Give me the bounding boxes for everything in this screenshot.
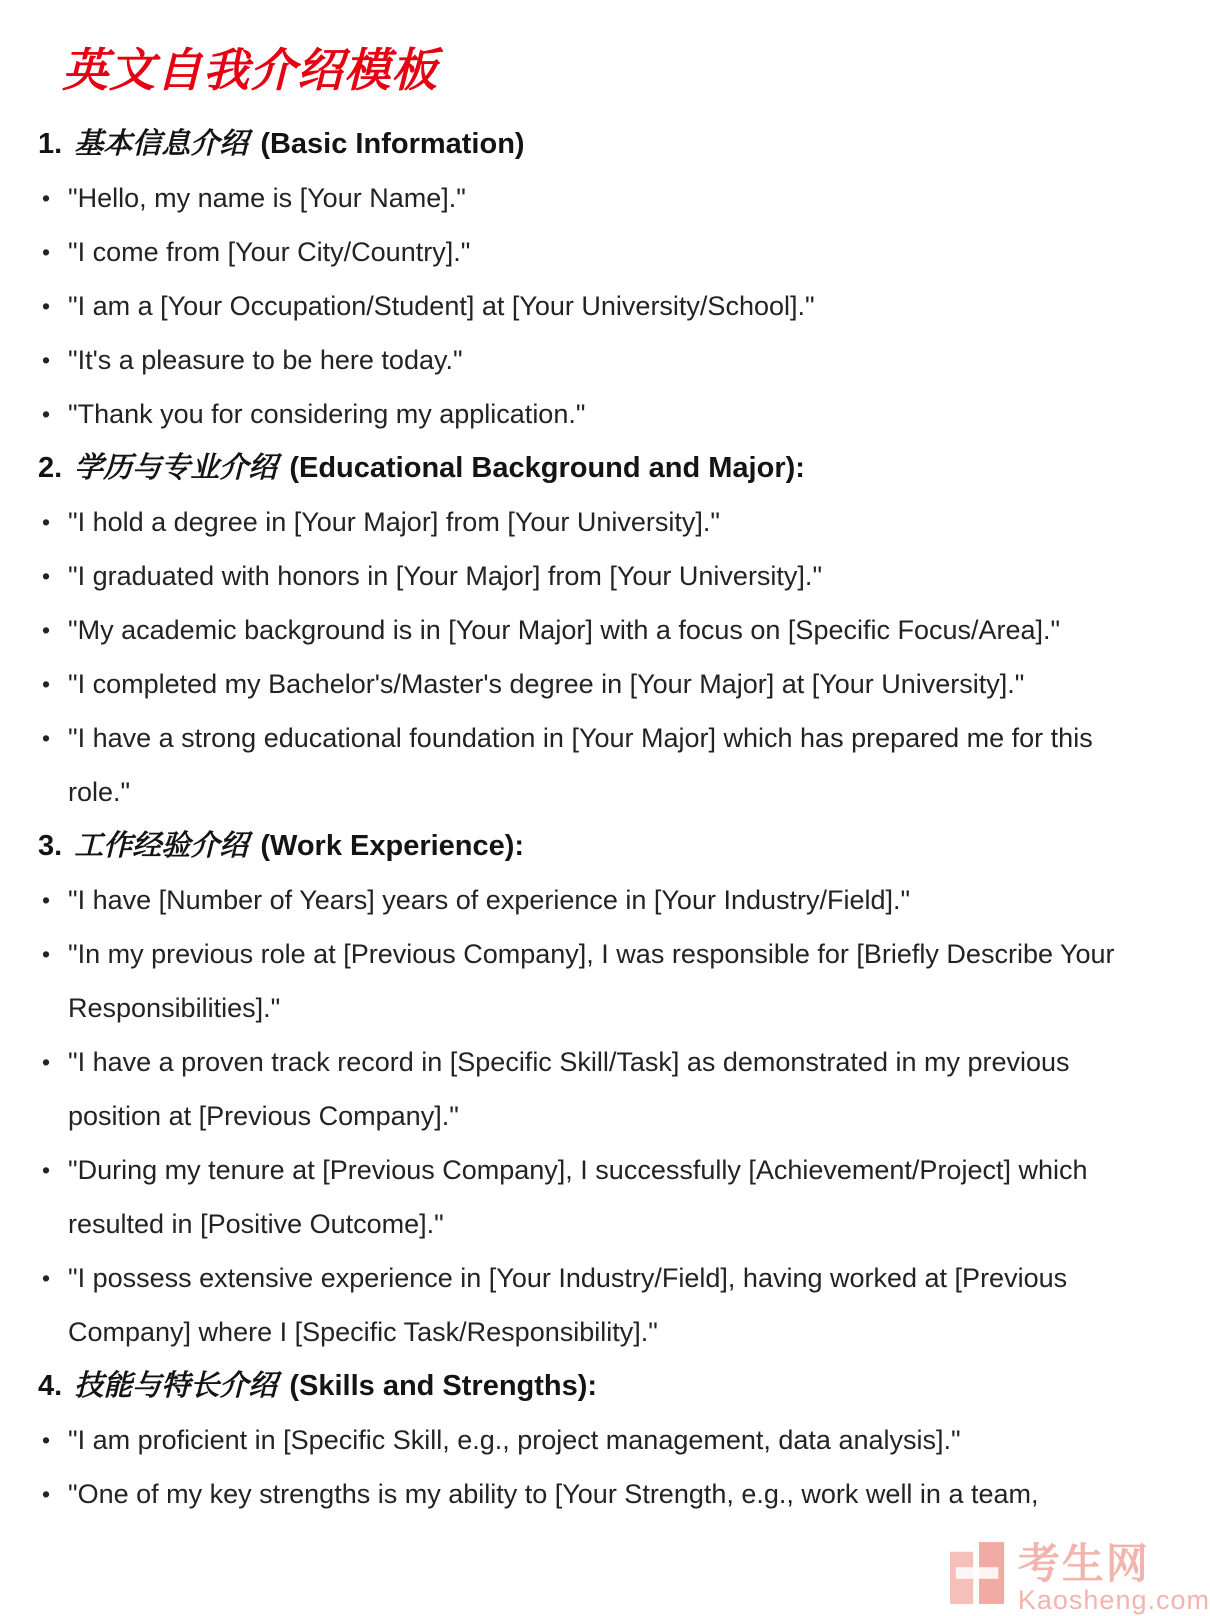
watermark-domain: Kaosheng.com: [1017, 1585, 1210, 1616]
template-sentence: "I am a [Your Occupation/Student] at [Your University/School].": [68, 290, 815, 321]
template-sentence: "I completed my Bachelor's/Master's degree in [Your Major] at [Your University].": [68, 668, 1025, 699]
section-number: 4.: [38, 1369, 63, 1402]
bullet-marker: •: [42, 562, 51, 589]
list-item: [38, 387, 1120, 441]
section-title-english: (Skills and Strengths):: [289, 1369, 598, 1402]
section-title-chinese: 学历与专业介绍: [74, 451, 278, 484]
bullet-list: [38, 171, 1120, 441]
list-item: [38, 1035, 1120, 1143]
section-title-english: (Work Experience):: [260, 829, 525, 862]
section-title-chinese: 工作经验介绍: [74, 829, 249, 862]
list-item: [38, 873, 1120, 927]
list-item: [38, 549, 1120, 603]
section-basic-information: [38, 117, 1120, 441]
template-sentence: "One of my key strengths is my ability to [Your Strength, e.g., work well in a team,: [68, 1478, 1039, 1509]
list-item: [38, 1143, 1120, 1251]
bullet-marker: •: [42, 616, 51, 643]
bullet-marker: •: [42, 292, 51, 319]
template-sentence: "I graduated with honors in [Your Major] from [Your University].": [68, 560, 823, 591]
bullet-marker: •: [42, 184, 51, 211]
bullet-marker: •: [42, 1048, 51, 1075]
template-sentence: "I have a strong educational foundation in [Your Major] which has prepared me for this role.": [68, 722, 1093, 807]
page-title: 英文自我介绍模板: [62, 44, 438, 96]
section-heading: [38, 117, 1120, 171]
bullet-marker: •: [42, 724, 51, 751]
bullet-list: [38, 1413, 1120, 1521]
bullet-marker: •: [42, 346, 51, 373]
template-sentence: "Hello, my name is [Your Name].": [68, 182, 466, 213]
template-sentence: "In my previous role at [Previous Company], I was responsible for [Briefly Describe Your Responsibilities].": [68, 938, 1115, 1023]
list-item: [38, 603, 1120, 657]
template-sentence: "My academic background is in [Your Major] with a focus on [Specific Focus/Area].": [68, 614, 1061, 645]
watermark-text: [1018, 1542, 1210, 1616]
section-title-english: (Basic Information): [260, 127, 525, 160]
section-title-english: (Educational Background and Major):: [289, 451, 805, 484]
list-item: [38, 171, 1120, 225]
list-item: [38, 927, 1120, 1035]
bullet-list: [38, 873, 1120, 1359]
section-title-chinese: 技能与特长介绍: [74, 1369, 278, 1402]
section-work-experience: [38, 819, 1120, 1359]
template-sentence: "Thank you for considering my application.": [68, 398, 586, 429]
list-item: [38, 1467, 1120, 1521]
bullet-marker: •: [42, 508, 51, 535]
template-sentence: "I come from [Your City/Country].": [68, 236, 471, 267]
bullet-marker: •: [42, 886, 51, 913]
template-sentence: "I hold a degree in [Your Major] from [Your University].": [68, 506, 720, 537]
bullet-marker: •: [42, 238, 51, 265]
bullet-marker: •: [42, 670, 51, 697]
section-number: 3.: [38, 829, 63, 862]
list-item: [38, 1251, 1120, 1359]
bullet-marker: •: [42, 400, 51, 427]
list-item: [38, 333, 1120, 387]
template-sentence: "I possess extensive experience in [Your Industry/Field], having worked at [Previous Company] where I [Specific Task/Responsibility].": [68, 1262, 1068, 1347]
list-item: [38, 495, 1120, 549]
bullet-list: [38, 495, 1120, 819]
bullet-marker: •: [42, 1156, 51, 1183]
bullet-marker: •: [42, 1426, 51, 1453]
bullet-marker: •: [42, 1264, 51, 1291]
section-heading: [38, 819, 1120, 873]
section-heading: [38, 441, 1120, 495]
section-number: 1.: [38, 127, 63, 160]
template-sentence: "It's a pleasure to be here today.": [68, 344, 463, 375]
list-item: [38, 225, 1120, 279]
bullet-marker: •: [42, 1480, 51, 1507]
section-skills-strengths: [38, 1359, 1120, 1521]
section-title-chinese: 基本信息介绍: [74, 127, 249, 160]
section-heading: [38, 1359, 1120, 1413]
template-sentence: "I have [Number of Years] years of experience in [Your Industry/Field].": [68, 884, 911, 915]
list-item: [38, 711, 1120, 819]
template-sentence: "I am proficient in [Specific Skill, e.g., project management, data analysis].": [68, 1424, 961, 1455]
list-item: [38, 1413, 1120, 1467]
kaosheng-logo-icon: [950, 1542, 1008, 1604]
watermark-site-name: 考生网: [1017, 1540, 1150, 1588]
list-item: [38, 657, 1120, 711]
section-number: 2.: [38, 451, 63, 484]
template-sentence: "During my tenure at [Previous Company], I successfully [Achievement/Project] which resulted in [Positive Outcome].": [68, 1154, 1088, 1239]
template-sentence: "I have a proven track record in [Specific Skill/Task] as demonstrated in my previous position at [Previous Company].": [68, 1046, 1070, 1131]
section-educational-background: [38, 441, 1120, 819]
bullet-marker: •: [42, 940, 51, 967]
list-item: [38, 279, 1120, 333]
watermark: [950, 1542, 1210, 1616]
